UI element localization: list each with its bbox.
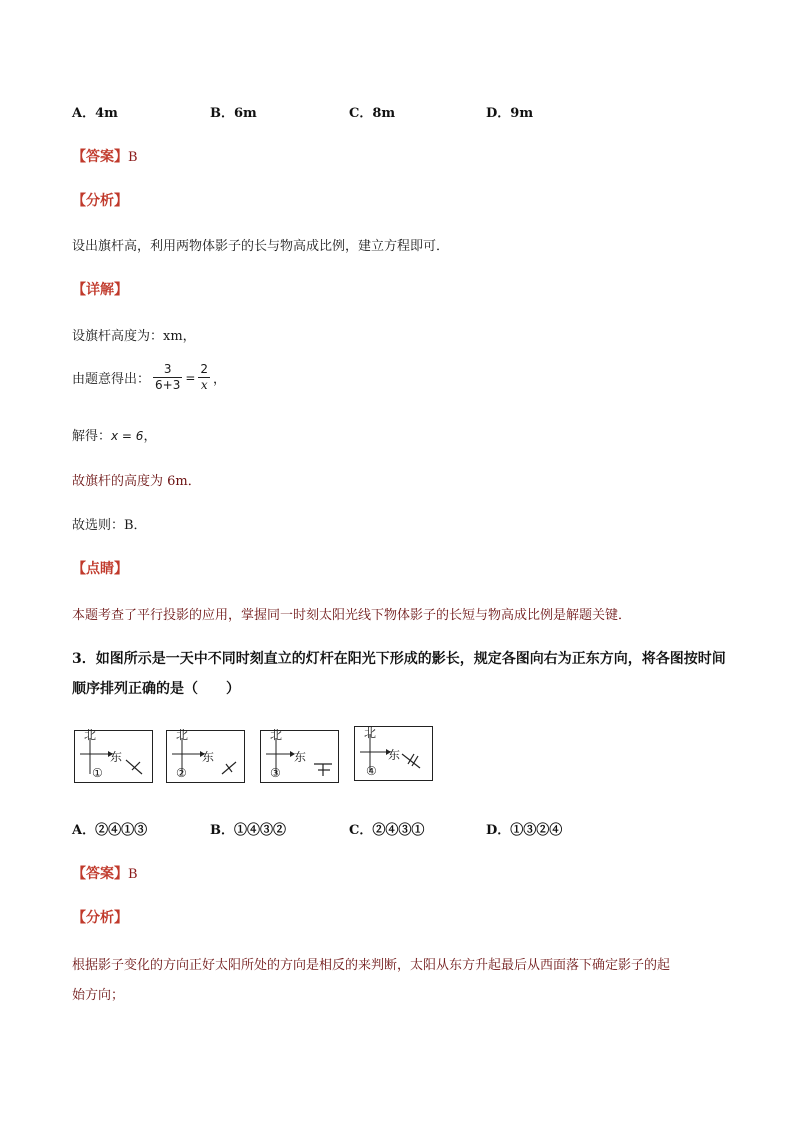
analysis-tag: 【分析】 <box>72 193 128 209</box>
detail-line-4: 故旗杆的高度为 6m． <box>72 474 201 489</box>
solution-equation: x = 6 <box>111 429 144 443</box>
east-label: 东 <box>388 748 401 762</box>
fraction-left-denominator: 6+3 <box>155 378 181 392</box>
detail-tag: 【详解】 <box>72 282 128 298</box>
fraction-right-numerator: 2 <box>200 362 209 376</box>
east-label: 东 <box>294 750 307 764</box>
q2-option-a: A．4m <box>72 106 118 121</box>
q3-stem-line-1: 3．如图所示是一天中不同时刻直立的灯杆在阳光下形成的影长，规定各图向右为正东方向，将各图按时间 <box>72 651 726 667</box>
equals-sign: = <box>185 370 196 385</box>
detail-line-3-suffix: ， <box>143 429 157 444</box>
north-label: 北 <box>270 728 283 742</box>
fraction-right <box>198 362 210 393</box>
detail-line-3-prefix: 解得： <box>72 429 112 444</box>
detail-line-2 <box>72 362 226 393</box>
fraction-left <box>153 362 182 393</box>
detail-line-2-suffix: ， <box>213 372 227 387</box>
answer-tag: 【答案】 <box>72 149 128 165</box>
panel-number: ② <box>176 766 187 780</box>
answer-tag: 【答案】 <box>72 866 128 882</box>
north-label: 北 <box>84 728 97 742</box>
q3-option-a: A．②④①③ <box>72 823 148 838</box>
detail-line-3 <box>72 425 156 444</box>
fraction-right-denominator <box>199 378 210 393</box>
q2-option-d: D．9m <box>486 106 534 121</box>
panel-number: ① <box>92 766 103 780</box>
panel-number: ③ <box>270 766 281 780</box>
panel-number: ④ <box>366 764 377 778</box>
answer-value: B <box>128 150 138 165</box>
q2-option-c: C．8m <box>349 106 396 121</box>
variable-x: x <box>200 378 208 392</box>
q3-analysis-line-1: 根据影子变化的方向正好太阳所处的方向是相反的来判断，太阳从东方升起最后从西面落下确定影子的起 <box>72 958 671 973</box>
detail-line-1: 设旗杆高度为：xm， <box>72 329 196 344</box>
detail-line-5: 故选则：B． <box>72 518 147 533</box>
detail-line-2-prefix: 由题意得出： <box>72 372 151 387</box>
north-label: 北 <box>176 728 189 742</box>
q3-option-b: B．①④③② <box>210 823 286 838</box>
fraction-left-numerator: 3 <box>163 362 172 376</box>
answer-value: B <box>128 867 138 882</box>
analysis-text: 设出旗杆高，利用两物体影子的长与物高成比例，建立方程即可． <box>72 239 450 254</box>
q3-stem-line-2: 顺序排列正确的是（ ） <box>72 681 240 697</box>
east-label: 东 <box>110 750 123 764</box>
q3-answer-row <box>72 863 138 883</box>
north-label: 北 <box>364 726 377 740</box>
comment-tag: 【点睛】 <box>72 561 128 577</box>
east-label: 东 <box>202 750 215 764</box>
q2-answer-row <box>72 146 138 166</box>
q2-option-b: B．6m <box>210 106 257 121</box>
comment-text: 本题考查了平行投影的应用，掌握同一时刻太阳光线下物体影子的长短与物高成比例是解题关键． <box>72 608 632 623</box>
q3-option-c: C．②④③① <box>349 823 425 838</box>
q3-option-d: D．①③②④ <box>486 823 563 838</box>
q3-analysis-tag: 【分析】 <box>72 910 128 926</box>
q3-analysis-line-2: 始方向； <box>72 988 125 1003</box>
